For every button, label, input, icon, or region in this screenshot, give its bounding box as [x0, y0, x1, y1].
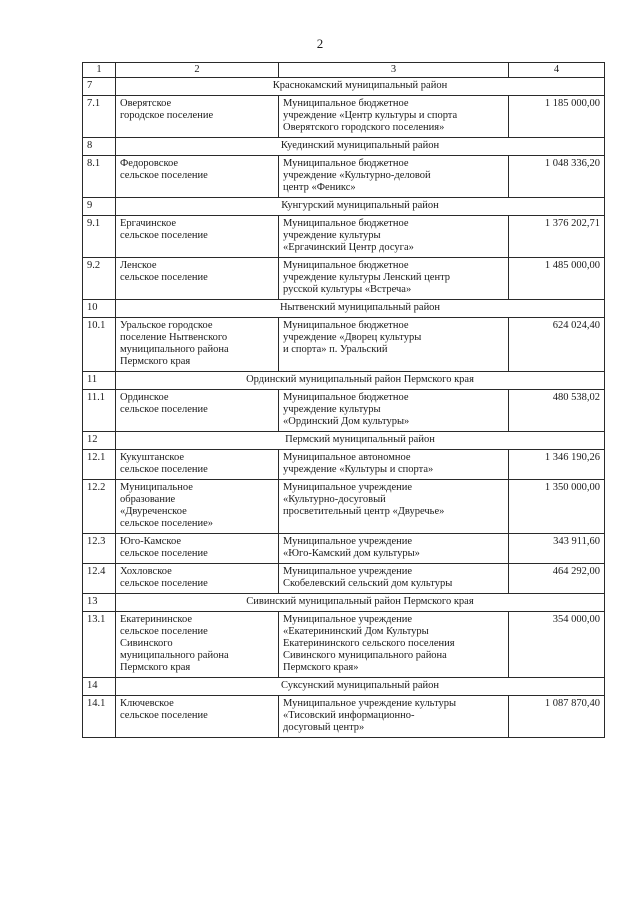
settlement-name: Федоровское сельское поселение: [116, 156, 279, 198]
amount-value: 1 048 336,20: [509, 156, 605, 198]
institution-name: Муниципальное бюджетное учреждение «Центр культуры и спорта Оверятского городского поселения»: [279, 96, 509, 138]
amount-value: 1 350 000,00: [509, 480, 605, 534]
institution-name: Муниципальное бюджетное учреждение «Дворец культуры и спорта» п. Уральский: [279, 318, 509, 372]
table-row: [83, 318, 605, 372]
column-number-row: [83, 63, 605, 78]
row-number: 12.2: [83, 480, 116, 534]
amount-value: 464 292,00: [509, 564, 605, 594]
amount-value: 1 185 000,00: [509, 96, 605, 138]
table-row: [83, 450, 605, 480]
row-number: 9.2: [83, 258, 116, 300]
settlement-name: Ключевское сельское поселение: [116, 696, 279, 738]
table-row: [83, 390, 605, 432]
institution-name: Муниципальное автономное учреждение «Культуры и спорта»: [279, 450, 509, 480]
settlement-name: Юго-Камское сельское поселение: [116, 534, 279, 564]
district-name: Сивинский муниципальный район Пермского края: [116, 594, 605, 612]
row-number: 14.1: [83, 696, 116, 738]
row-number: 12.3: [83, 534, 116, 564]
district-row: [83, 678, 605, 696]
district-name: Куединский муниципальный район: [116, 138, 605, 156]
institution-name: Муниципальное бюджетное учреждение культуры «Ергачинский Центр досуга»: [279, 216, 509, 258]
settlement-name: Ординское сельское поселение: [116, 390, 279, 432]
institution-name: Муниципальное бюджетное учреждение культуры «Ординский Дом культуры»: [279, 390, 509, 432]
row-number: 13.1: [83, 612, 116, 678]
district-number: 14: [83, 678, 116, 696]
row-number: 12.4: [83, 564, 116, 594]
amount-value: 480 538,02: [509, 390, 605, 432]
column-number-1: 1: [83, 63, 116, 78]
settlement-name: Ергачинское сельское поселение: [116, 216, 279, 258]
table-row: [83, 480, 605, 534]
district-number: 7: [83, 78, 116, 96]
table-row: [83, 564, 605, 594]
row-number: 10.1: [83, 318, 116, 372]
settlement-name: Екатерининское сельское поселение Сивинского муниципального района Пермского края: [116, 612, 279, 678]
settlement-name: Оверятское городское поселение: [116, 96, 279, 138]
district-row: [83, 372, 605, 390]
institution-name: Муниципальное бюджетное учреждение культуры Ленский центр русской культуры «Встреча»: [279, 258, 509, 300]
district-name: Кунгурский муниципальный район: [116, 198, 605, 216]
institution-name: Муниципальное учреждение «Юго-Камский дом культуры»: [279, 534, 509, 564]
column-number-2: 2: [116, 63, 279, 78]
district-number: 12: [83, 432, 116, 450]
column-number-4: 4: [509, 63, 605, 78]
table-body: [83, 63, 605, 738]
district-name: Краснокамский муниципальный район: [116, 78, 605, 96]
district-row: [83, 594, 605, 612]
district-row: [83, 300, 605, 318]
institution-name: Муниципальное учреждение «Культурно-досуговый просветительный центр «Двуречье»: [279, 480, 509, 534]
allocation-table: [82, 62, 605, 738]
settlement-name: Кукуштанское сельское поселение: [116, 450, 279, 480]
institution-name: Муниципальное учреждение «Екатерининский Дом Культуры Екатерининского сельского поселения Сивинского муниципального района Пермского края»: [279, 612, 509, 678]
district-row: [83, 78, 605, 96]
institution-name: Муниципальное бюджетное учреждение «Культурно-деловой центр «Феникс»: [279, 156, 509, 198]
amount-value: 1 087 870,40: [509, 696, 605, 738]
table-row: [83, 696, 605, 738]
table-row: [83, 216, 605, 258]
district-number: 13: [83, 594, 116, 612]
district-row: [83, 138, 605, 156]
settlement-name: Ленское сельское поселение: [116, 258, 279, 300]
row-number: 12.1: [83, 450, 116, 480]
amount-value: 1 485 000,00: [509, 258, 605, 300]
row-number: 7.1: [83, 96, 116, 138]
table-row: [83, 96, 605, 138]
amount-value: 1 376 202,71: [509, 216, 605, 258]
amount-value: 343 911,60: [509, 534, 605, 564]
district-number: 10: [83, 300, 116, 318]
amount-value: 1 346 190,26: [509, 450, 605, 480]
column-number-3: 3: [279, 63, 509, 78]
row-number: 11.1: [83, 390, 116, 432]
amount-value: 354 000,00: [509, 612, 605, 678]
district-name: Ординский муниципальный район Пермского края: [116, 372, 605, 390]
district-name: Пермский муниципальный район: [116, 432, 605, 450]
district-row: [83, 198, 605, 216]
table-row: [83, 258, 605, 300]
institution-name: Муниципальное учреждение Скобелевский сельский дом культуры: [279, 564, 509, 594]
table-row: [83, 534, 605, 564]
district-name: Суксунский муниципальный район: [116, 678, 605, 696]
row-number: 8.1: [83, 156, 116, 198]
row-number: 9.1: [83, 216, 116, 258]
settlement-name: Уральское городское поселение Нытвенского муниципального района Пермского края: [116, 318, 279, 372]
table-row: [83, 156, 605, 198]
settlement-name: Хохловское сельское поселение: [116, 564, 279, 594]
settlement-name: Муниципальное образование «Двуреченское сельское поселение»: [116, 480, 279, 534]
district-name: Нытвенский муниципальный район: [116, 300, 605, 318]
institution-name: Муниципальное учреждение культуры «Тисовский информационно- досуговый центр»: [279, 696, 509, 738]
district-number: 8: [83, 138, 116, 156]
page-number: 2: [316, 36, 324, 51]
district-number: 11: [83, 372, 116, 390]
district-number: 9: [83, 198, 116, 216]
amount-value: 624 024,40: [509, 318, 605, 372]
table-row: [83, 612, 605, 678]
district-row: [83, 432, 605, 450]
